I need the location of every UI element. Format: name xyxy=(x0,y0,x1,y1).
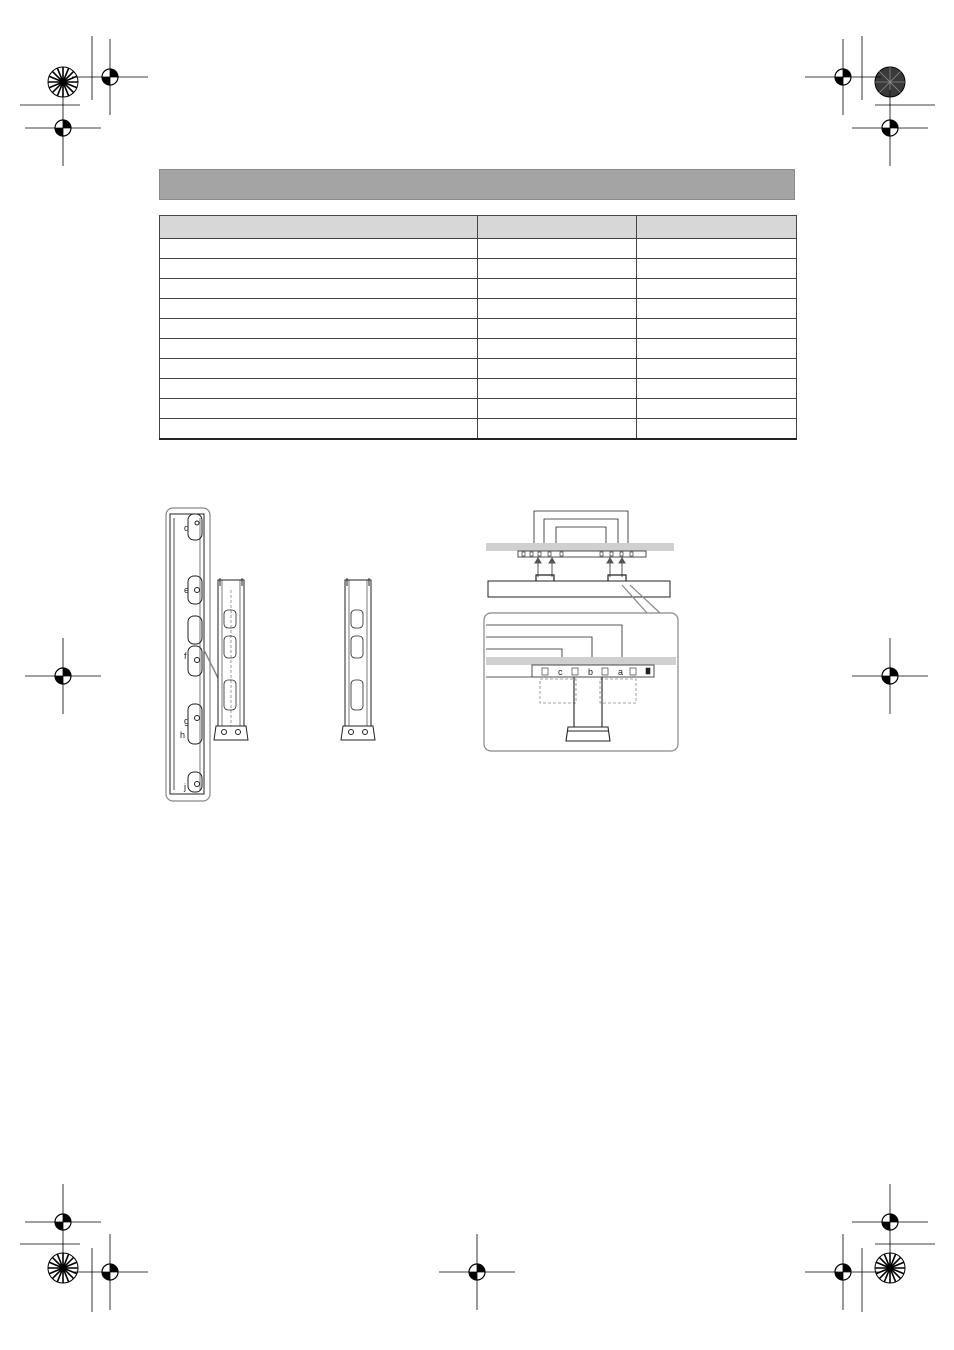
detail-label-b: b xyxy=(588,667,594,677)
table-cell xyxy=(478,279,637,299)
table-cell xyxy=(637,279,797,299)
table-cell xyxy=(478,239,637,259)
table-cell xyxy=(637,299,797,319)
table-cell xyxy=(478,339,637,359)
table-cell xyxy=(478,299,637,319)
table-row xyxy=(160,419,797,440)
table-cell xyxy=(160,319,478,339)
bracket-label-h: h xyxy=(180,730,186,740)
table-header-cell xyxy=(637,216,797,239)
table-cell xyxy=(637,379,797,399)
table-cell xyxy=(637,239,797,259)
table-cell xyxy=(478,379,637,399)
bracket-left-view xyxy=(214,578,248,740)
detail-label-a: a xyxy=(618,667,624,677)
table-cell xyxy=(160,239,478,259)
table-cell xyxy=(637,399,797,419)
table-cell xyxy=(637,419,797,440)
table-cell xyxy=(637,339,797,359)
table-header-cell xyxy=(160,216,478,239)
table-row xyxy=(160,359,797,379)
table-cell xyxy=(478,359,637,379)
detail-label-c: c xyxy=(558,667,563,677)
bracket-label-d: d xyxy=(184,523,190,533)
table-row xyxy=(160,259,797,279)
table-row xyxy=(160,299,797,319)
bracket-label-j: j xyxy=(184,782,186,792)
table-cell xyxy=(637,319,797,339)
table-cell xyxy=(478,319,637,339)
bracket-right-view xyxy=(341,578,375,740)
bracket-label-e: e xyxy=(184,585,190,595)
table-row xyxy=(160,279,797,299)
table-cell xyxy=(160,399,478,419)
table-cell xyxy=(637,359,797,379)
table-header-cell xyxy=(478,216,637,239)
table-cell xyxy=(478,419,637,440)
table-cell xyxy=(160,299,478,319)
table-header-row xyxy=(160,216,797,239)
table-cell xyxy=(160,419,478,440)
table-cell xyxy=(478,259,637,279)
section-header-bar xyxy=(159,169,795,200)
table-cell xyxy=(637,259,797,279)
bracket-label-g: g xyxy=(184,716,190,726)
bracket-label-f: f xyxy=(184,651,187,661)
table-cell xyxy=(160,379,478,399)
table-row xyxy=(160,339,797,359)
table-cell xyxy=(160,359,478,379)
spec-table xyxy=(159,215,797,440)
table-cell xyxy=(160,259,478,279)
table-cell xyxy=(160,339,478,359)
table-cell xyxy=(160,279,478,299)
table-row xyxy=(160,399,797,419)
table-cell xyxy=(478,399,637,419)
stand-mount-illustration xyxy=(482,505,682,755)
bracket-illustration xyxy=(160,500,390,810)
table-row xyxy=(160,379,797,399)
table-row xyxy=(160,239,797,259)
table-row xyxy=(160,319,797,339)
